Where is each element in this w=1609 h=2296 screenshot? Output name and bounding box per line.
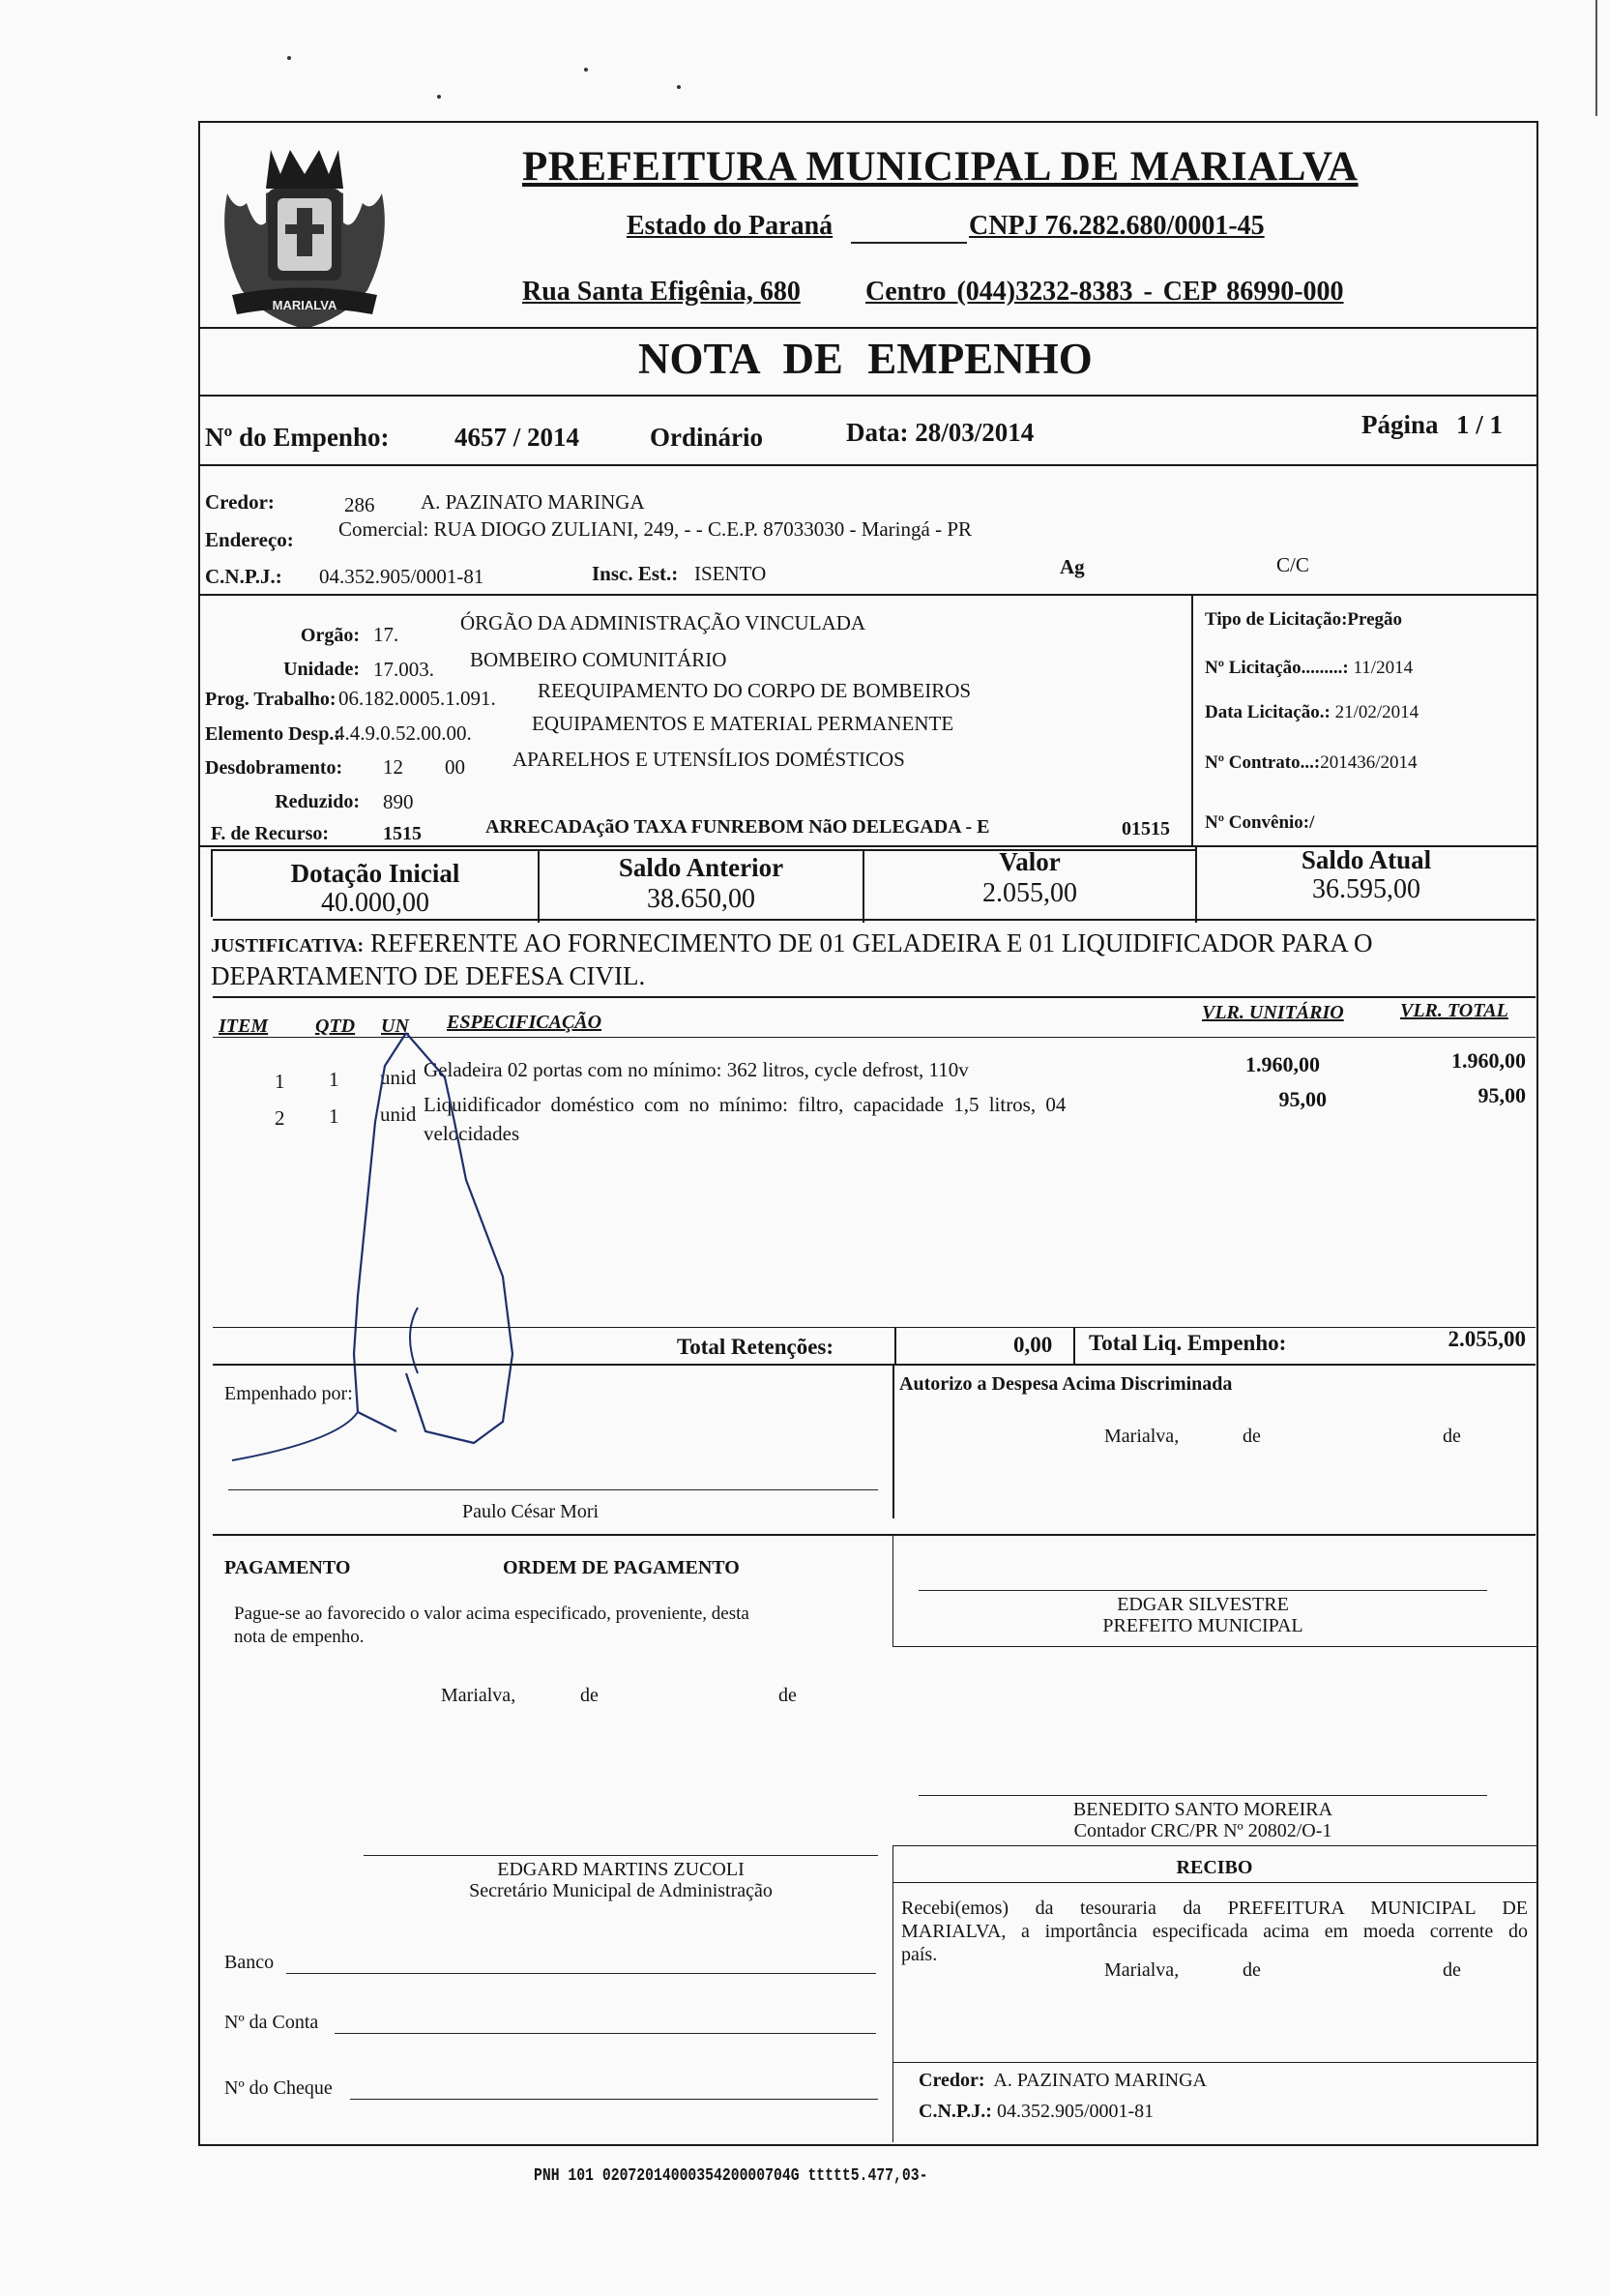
- ag-label: Ag: [1060, 555, 1085, 578]
- item-unit-value: 95,00: [1278, 1087, 1327, 1111]
- saldo-anterior-label: Saldo Anterior: [618, 853, 784, 882]
- recibo-line2: MARIALVA, a importância especificada acima em moeda corrente do: [901, 1921, 1528, 1942]
- item-un: unid: [380, 1103, 417, 1126]
- column-divider: [892, 1364, 894, 1518]
- conta-label: Nº da Conta: [224, 2012, 319, 2033]
- liquido-label: Total Liq. Empenho:: [1089, 1331, 1287, 1355]
- desdobramento-desc: APARELHOS E UTENSÍLIOS DOMÉSTICOS: [512, 748, 905, 771]
- prog-desc: REEQUIPAMENTO DO CORPO DE BOMBEIROS: [538, 679, 972, 702]
- prog-code: 06.182.0005.1.091.: [338, 687, 496, 710]
- document-title: NOTA DE EMPENHO: [638, 335, 1093, 383]
- pagamento-city: Marialva,: [441, 1685, 516, 1706]
- page-label: Página: [1361, 410, 1439, 439]
- numero-licitacao-label: Nº Licitação.........:: [1205, 658, 1349, 678]
- rule: [213, 919, 1536, 921]
- signature-line: [228, 1489, 878, 1490]
- recibo-de1: de: [1243, 1959, 1261, 1981]
- cheque-label: Nº do Cheque: [224, 2077, 333, 2099]
- elemento-desc: EQUIPAMENTOS E MATERIAL PERMANENTE: [532, 712, 954, 735]
- empenhado-por: Empenhado por:: [224, 1383, 353, 1404]
- banco-label: Banco: [224, 1952, 275, 1973]
- signature-line: [919, 1795, 1487, 1796]
- orgao-code: 17.: [373, 623, 399, 646]
- item-spec-cont: velocidades: [424, 1122, 520, 1145]
- justificativa-text1: REFERENTE AO FORNECIMENTO DE 01 GELADEIRA E 01 LIQUIDIFICADOR PARA O: [369, 928, 1373, 957]
- pagamento-de2: de: [778, 1685, 797, 1706]
- contrato-value: 201436/2014: [1320, 752, 1418, 773]
- secretario-role: Secretário Municipal de Administração: [469, 1880, 773, 1901]
- convenio: Nº Convênio:/: [1205, 812, 1315, 833]
- saldo-atual-label: Saldo Atual: [1301, 845, 1432, 874]
- autorizo-de1: de: [1243, 1426, 1261, 1447]
- justificativa-label: JUSTIFICATIVA:: [211, 935, 365, 957]
- underline-rule: [851, 242, 967, 244]
- item-qtd: 1: [329, 1068, 339, 1091]
- desdobramento-b: 00: [445, 755, 465, 779]
- state-name: Estado do Paraná: [627, 211, 834, 241]
- dotacao-inicial-value: 40.000,00: [321, 888, 429, 918]
- retencoes-label: Total Retenções:: [677, 1335, 834, 1359]
- reduzido-value: 890: [383, 790, 414, 813]
- credor-code: 286: [344, 493, 375, 516]
- orgao-label: Orgão:: [300, 625, 360, 646]
- justificativa-line1: [211, 928, 1372, 958]
- recibo-cnpj-label: C.N.P.J.:: [919, 2101, 992, 2122]
- valor-value: 2.055,00: [982, 878, 1077, 908]
- unidade-code: 17.003.: [373, 658, 434, 681]
- desdobramento-label: Desdobramento:: [205, 757, 343, 779]
- vlr-total-col-header: VLR. TOTAL: [1400, 1000, 1508, 1021]
- reduzido-label: Reduzido:: [275, 791, 360, 812]
- saldo-anterior-value: 38.650,00: [647, 884, 755, 914]
- item-col-header: ITEM: [219, 1016, 269, 1037]
- prog-label: Prog. Trabalho:: [205, 689, 336, 710]
- cnpj-header: CNPJ 76.282.680/0001-45: [969, 211, 1265, 241]
- retencoes-value: 0,00: [1013, 1333, 1053, 1357]
- rule: [892, 2062, 1536, 2063]
- item-total-value: 95,00: [1477, 1083, 1526, 1107]
- elemento-label: Elemento Desp.:: [205, 723, 340, 745]
- autorizo-de2: de: [1443, 1426, 1461, 1447]
- credor-cnpj: 04.352.905/0001-81: [319, 565, 484, 588]
- rule: [198, 594, 1536, 596]
- pague-line1: Pague-se ao favorecido o valor acima especificado, proveniente, desta: [234, 1604, 749, 1624]
- prefeito-name: EDGAR SILVESTRE: [1117, 1594, 1289, 1615]
- un-col-header: UN: [381, 1016, 409, 1037]
- address-street: Rua Santa Efigênia, 680: [522, 277, 801, 307]
- empenho-date: Data: 28/03/2014: [846, 418, 1035, 447]
- column-divider: [892, 1845, 893, 2142]
- recibo-cnpj-value: 04.352.905/0001-81: [996, 2101, 1155, 2122]
- rule: [198, 327, 1536, 329]
- contador-name: BENEDITO SANTO MOREIRA: [1072, 1799, 1333, 1820]
- insc-value: ISENTO: [694, 562, 767, 585]
- tipo-licitacao-text: Tipo de Licitação:Pregão: [1205, 609, 1403, 630]
- recurso-desc: ARRECADAçãO TAXA FUNREBOM NãO DELEGADA - E: [485, 816, 990, 838]
- signature-line: [364, 1855, 878, 1856]
- item-un: unid: [380, 1066, 417, 1089]
- cc-label: C/C: [1276, 553, 1309, 576]
- endereco-label: Endereço:: [205, 528, 294, 551]
- column-divider: [892, 1534, 893, 1646]
- pagamento-label: PAGAMENTO: [224, 1557, 351, 1578]
- signature-line: [919, 1590, 1487, 1591]
- scan-speck: [437, 95, 441, 99]
- rule: [892, 1882, 1536, 1883]
- recurso-label: F. de Recurso:: [211, 823, 330, 844]
- footer-code: PNH 101 0207201400035420000704G ttttt5.477,03-: [534, 2166, 928, 2186]
- empenho-type: Ordinário: [650, 423, 764, 452]
- item-total-value: 1.960,00: [1451, 1048, 1526, 1073]
- recibo-line3: país.: [901, 1944, 938, 1965]
- numero-licitacao-value: 11/2014: [1353, 658, 1414, 678]
- pagamento-de1: de: [580, 1685, 599, 1706]
- contador-role: Contador CRC/PR Nº 20802/O-1: [1073, 1820, 1332, 1841]
- address-rest: Centro (044)3232-8383 - CEP 86990-000: [865, 277, 1344, 307]
- paulo-name: Paulo César Mori: [462, 1501, 600, 1522]
- prefeitura-title: PREFEITURA MUNICIPAL DE MARIALVA: [522, 144, 1359, 190]
- credor-name: A. PAZINATO MARINGA: [421, 490, 645, 514]
- recibo-de2: de: [1443, 1959, 1461, 1981]
- recibo-line1: Recebi(emos) da tesouraria da PREFEITURA MUNICIPAL DE: [901, 1898, 1528, 1919]
- prefeito-role: PREFEITO MUNICIPAL: [1102, 1615, 1303, 1636]
- qtd-col-header: QTD: [315, 1016, 356, 1037]
- recurso-value: 1515: [383, 823, 422, 844]
- dotacao-inicial-label: Dotação Inicial: [290, 859, 460, 888]
- rule: [198, 395, 1536, 397]
- rule: [892, 1646, 1536, 1647]
- item-unit-value: 1.960,00: [1245, 1052, 1320, 1076]
- unidade-label: Unidade:: [283, 659, 360, 680]
- column-divider: [894, 1327, 896, 1364]
- numero-licitacao: [1205, 658, 1413, 679]
- orgao-desc: ÓRGÃO DA ADMINISTRAÇÃO VINCULADA: [460, 611, 866, 634]
- data-licitacao: [1205, 702, 1419, 723]
- data-licitacao-label: Data Licitação.:: [1205, 702, 1331, 722]
- banco-line: [286, 1973, 876, 1974]
- rule: [213, 996, 1536, 998]
- page-number: 1 / 1: [1456, 410, 1504, 439]
- conta-line: [335, 2033, 876, 2034]
- recibo-credor: [919, 2070, 1207, 2092]
- recurso-code: 01515: [1122, 818, 1170, 839]
- scan-speck: [677, 85, 681, 89]
- data-licitacao-value: 21/02/2014: [1334, 702, 1419, 722]
- rule: [213, 1327, 1536, 1328]
- empenho-number: 4657 / 2014: [454, 423, 580, 452]
- rule: [213, 1534, 1536, 1536]
- contrato: [1205, 752, 1417, 774]
- coat-of-arms-seal: [208, 135, 401, 339]
- cheque-line: [350, 2099, 878, 2100]
- autorizo-text: Autorizo a Despesa Acima Discriminada: [899, 1373, 1233, 1395]
- recibo-title: RECIBO: [1176, 1857, 1253, 1878]
- elemento-code: 4.4.9.0.52.00.00.: [335, 721, 472, 745]
- spec-col-header: ESPECIFICAÇÃO: [447, 1012, 602, 1033]
- scan-edge: [1595, 0, 1597, 116]
- ordem-pagamento-label: ORDEM DE PAGAMENTO: [503, 1557, 740, 1578]
- recibo-credor-name: A. PAZINATO MARINGA: [993, 2070, 1207, 2091]
- item-number: 1: [275, 1070, 285, 1093]
- recibo-city: Marialva,: [1104, 1959, 1180, 1981]
- tipo-licitacao: [1205, 609, 1402, 631]
- rule: [213, 1364, 1536, 1366]
- liquido-value: 2.055,00: [1448, 1327, 1526, 1351]
- scan-speck: [584, 68, 588, 72]
- autorizo-city: Marialva,: [1104, 1426, 1180, 1447]
- contrato-label: Nº Contrato...:: [1205, 752, 1321, 773]
- rule: [892, 1845, 1536, 1846]
- recibo-credor-label: Credor:: [919, 2070, 985, 2091]
- column-divider: [1191, 594, 1193, 845]
- item-qtd: 1: [329, 1104, 339, 1128]
- justificativa-line2: DEPARTAMENTO DE DEFESA CIVIL.: [211, 961, 646, 990]
- empenho-label: Nº do Empenho:: [205, 423, 390, 452]
- credor-label: Credor:: [205, 490, 275, 514]
- secretario-name: EDGARD MARTINS ZUCOLI: [497, 1859, 745, 1880]
- item-spec: Liquidificador doméstico com no mínimo: filtro, capacidade 1,5 litros, 04: [424, 1093, 1067, 1116]
- vlr-unit-col-header: VLR. UNITÁRIO: [1202, 1002, 1344, 1023]
- pague-line2: nota de empenho.: [234, 1627, 365, 1647]
- unidade-desc: BOMBEIRO COMUNITÁRIO: [470, 648, 727, 671]
- desdobramento-a: 12: [383, 755, 403, 779]
- recibo-cnpj: [919, 2101, 1154, 2123]
- credor-cnpj-label: C.N.P.J.:: [205, 565, 282, 588]
- item-number: 2: [275, 1106, 285, 1130]
- insc-label: Insc. Est.:: [592, 562, 679, 585]
- column-divider: [1073, 1327, 1075, 1364]
- scan-speck: [287, 56, 291, 60]
- item-spec: Geladeira 02 portas com no mínimo: 362 litros, cycle defrost, 110v: [424, 1058, 969, 1081]
- saldo-atual-value: 36.595,00: [1312, 874, 1420, 904]
- rule: [198, 464, 1536, 466]
- valor-label: Valor: [999, 847, 1061, 876]
- endereco-value: Comercial: RUA DIOGO ZULIANI, 249, - - C.E.P. 87033030 - Maringá - PR: [338, 517, 973, 541]
- svg-text:MARIALVA: MARIALVA: [272, 298, 337, 312]
